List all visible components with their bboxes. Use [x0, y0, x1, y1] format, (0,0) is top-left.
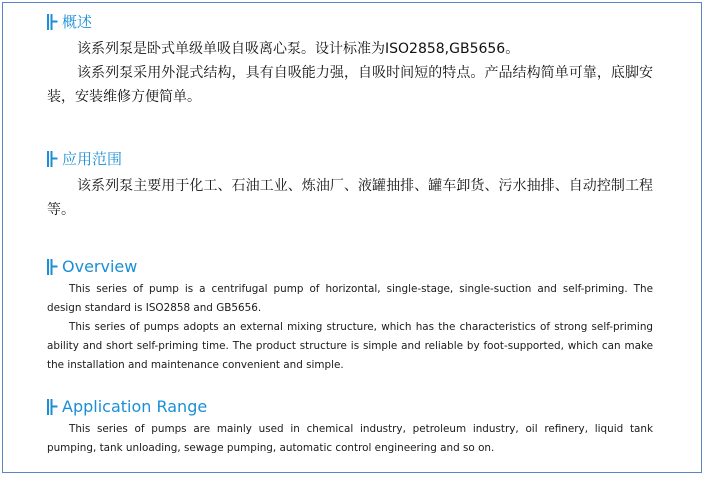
paragraph: This series of pump is a centrifugal pump of horizontal, single-stage, single-suction and self-priming. The design standard is ISO2858 and GB5656.	[47, 283, 653, 314]
bracket-marker-icon	[47, 151, 58, 167]
section-title: 应用范围	[62, 150, 123, 168]
bracket-marker-icon	[47, 14, 58, 30]
section-title: Application Range	[62, 397, 208, 416]
section-body	[47, 280, 653, 375]
document-frame	[2, 2, 702, 473]
section-title: Overview	[62, 257, 138, 276]
section-heading	[47, 397, 653, 417]
bracket-marker-icon	[47, 259, 58, 275]
section-body	[47, 174, 653, 222]
section-body	[47, 420, 653, 458]
paragraph: 该系列泵主要用于化工、石油工业、炼油厂、液罐抽排、罐车卸货、污水抽排、自动控制工程等。	[47, 178, 653, 218]
section-application-cn	[47, 149, 653, 222]
section-heading	[47, 12, 653, 32]
bracket-marker-icon	[47, 399, 58, 415]
section-title: 概述	[62, 13, 93, 31]
paragraph: 该系列泵是卧式单级单吸自吸离心泵。设计标准为ISO2858,GB5656。	[77, 41, 520, 57]
paragraph: 该系列泵采用外混式结构，具有自吸能力强，自吸时间短的特点。产品结构简单可靠，底脚安装，安装维修方便简单。	[47, 65, 653, 105]
section-heading	[47, 257, 653, 277]
section-heading	[47, 149, 653, 169]
paragraph: This series of pumps are mainly used in chemical industry, petroleum industry, oil refinery, liquid tank pumping, tank unloading, sewage pumping, automatic control engineering and so on.	[47, 423, 653, 454]
section-overview-cn	[47, 12, 653, 109]
section-overview-en	[47, 257, 653, 375]
section-application-en	[47, 397, 653, 458]
section-body	[47, 37, 653, 109]
paragraph: This series of pumps adopts an external mixing structure, which has the characteristics of strong self-priming ability and short self-priming time. The product structure is simple and reliable by foot-supported, which can make the installation and maintenance convenient and simple.	[47, 321, 653, 371]
